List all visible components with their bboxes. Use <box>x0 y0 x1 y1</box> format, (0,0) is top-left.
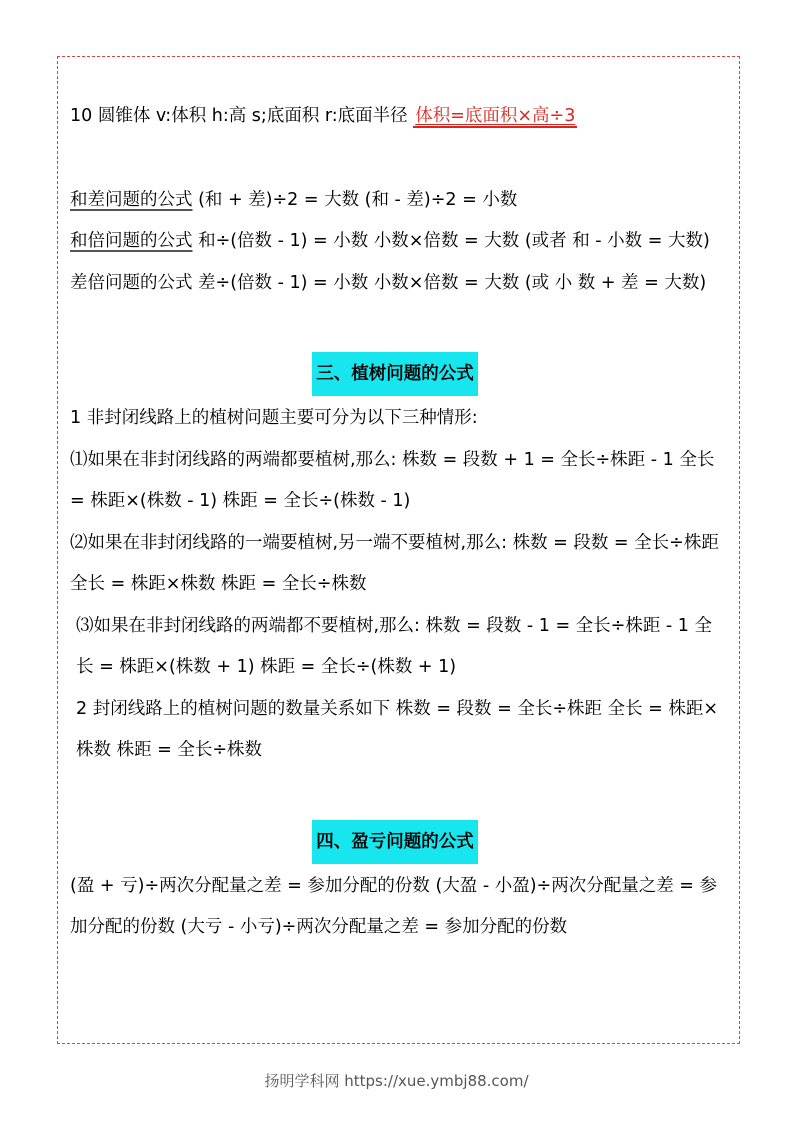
surplus-deficit-paragraph: (盈 + 亏)÷两次分配量之差 = 参加分配的份数 (大盈 - 小盈)÷两次分配量之差 = 参加分配的份数 (大亏 - 小亏)÷两次分配量之差 = 参加分配的份数 <box>70 875 718 937</box>
cone-volume-formula: 体积=底面积×高÷3 <box>415 106 576 126</box>
sum-multiple-label: 和倍问题的公式 <box>70 231 193 251</box>
sum-difference-text: (和 + 差)÷2 = 大数 (和 - 差)÷2 = 小数 <box>192 189 518 210</box>
sum-multiple-paragraph <box>70 221 720 304</box>
sum-difference-label: 和差问题的公式 <box>70 189 193 210</box>
tree-paragraph-5: 2 封闭线路上的植树问题的数量关系如下 株数 = 段数 = 全长÷株距 全长 = 株距×株数 株距 = 全长÷株数 <box>76 698 719 760</box>
section-heading-surplus-deficit: 四、盈亏问题的公式 <box>312 820 478 864</box>
sum-difference-line <box>70 180 720 222</box>
cone-definition: 10 圆锥体 v:体积 h:高 s;底面积 r:底面半径 <box>70 106 414 126</box>
footer-site-link[interactable]: 扬明学科网 https://xue.ymbj88.com/ <box>264 1072 529 1090</box>
tree-paragraph-2: ⑴如果在非封闭线路的两端都要植树,那么: 株数 = 段数 + 1 = 全长÷株距 - 1 全长 = 株距×(株数 - 1) 株距 = 全长÷(株数 - 1) <box>70 449 715 511</box>
sum-multiple-text: 和÷(倍数 - 1) = 小数 小数×倍数 = 大数 (或者 和 - 小数 = 大数) 差倍问题的公式 差÷(倍数 - 1) = 小数 小数×倍数 = 大数 (或 小 数 + 差 = 大数) <box>70 231 710 293</box>
section-heading-tree-planting: 三、植树问题的公式 <box>312 352 478 396</box>
document-body <box>70 96 720 949</box>
tree-paragraph-1: 1 非封闭线路上的植树问题主要可分为以下三种情形: <box>70 408 478 428</box>
tree-paragraph-3: ⑵如果在非封闭线路的一端要植树,另一端不要植树,那么: 株数 = 段数 = 全长÷株距 全长 = 株距×株数 株距 = 全长÷株数 <box>70 532 719 594</box>
cone-formula-line <box>70 96 720 138</box>
tree-paragraph-4: ⑶如果在非封闭线路的两端都不要植树,那么: 株数 = 段数 - 1 = 全长÷株距 - 1 全长 = 株距×(株数 + 1) 株距 = 全长÷(株数 + 1) <box>76 615 712 677</box>
